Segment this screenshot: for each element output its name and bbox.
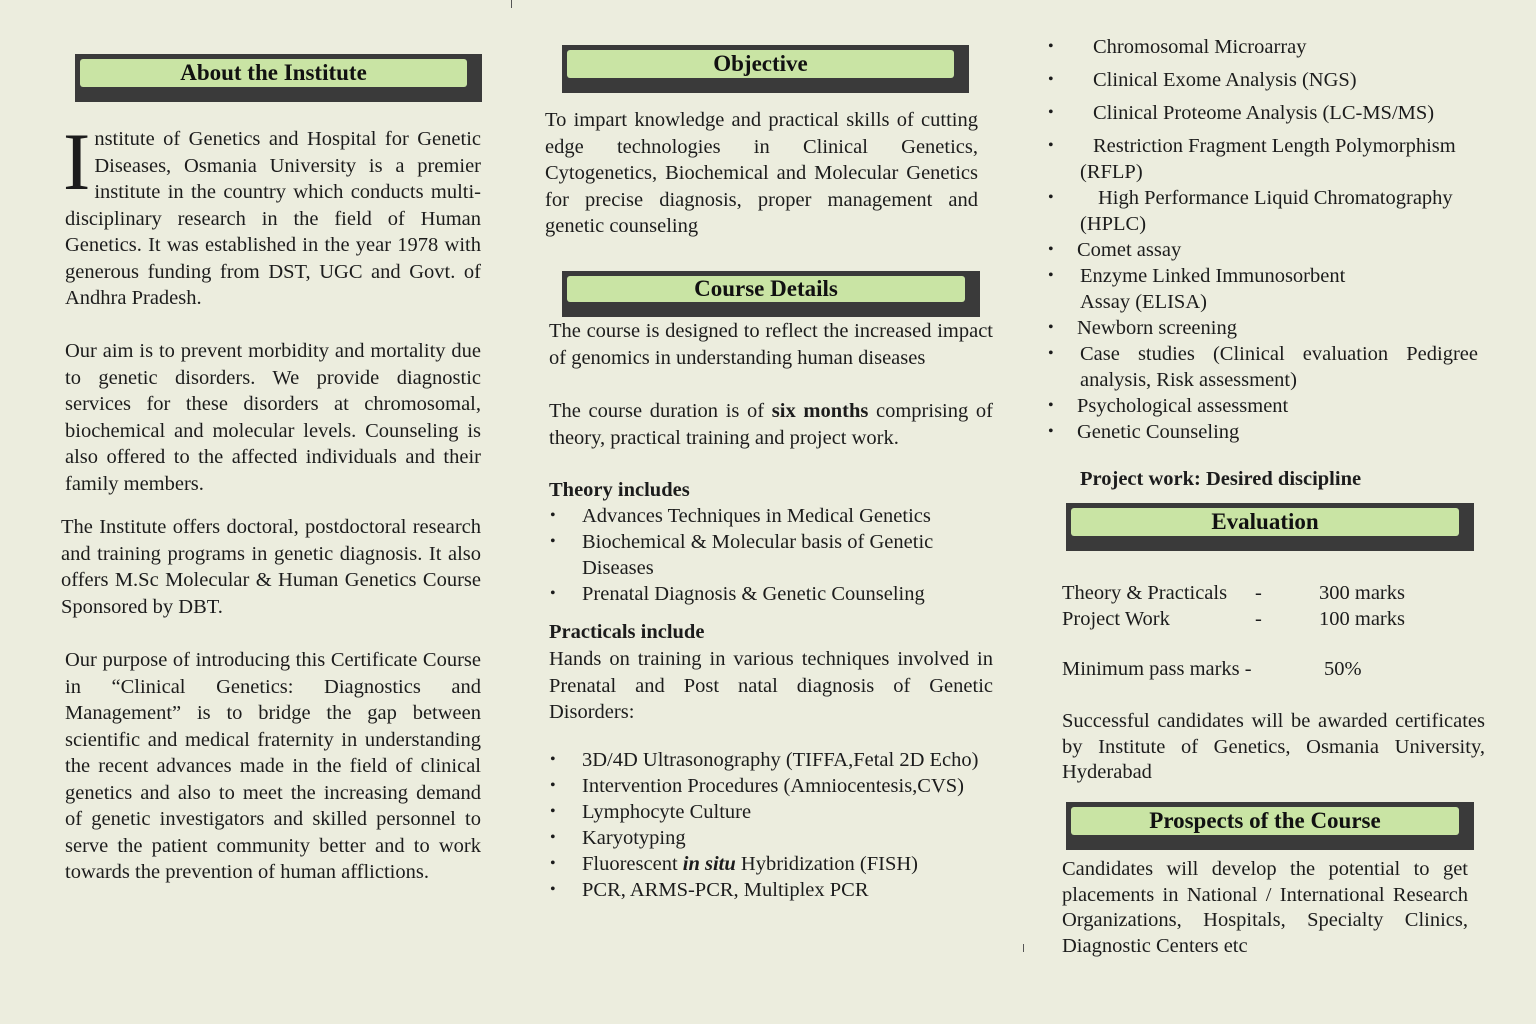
- crop-mark-top: [511, 0, 512, 8]
- list-item: • PCR, ARMS-PCR, Multiplex PCR: [550, 877, 990, 903]
- fish-bold: in situ: [682, 853, 736, 875]
- prospects-header-label: Prospects of the Course: [1071, 807, 1459, 835]
- evaluation-header-label: Evaluation: [1071, 508, 1459, 536]
- list-item: • Enzyme Linked Immunosorbent Assay (ELISA): [1048, 263, 1380, 315]
- list-item: • Chromosomal Microarray: [1048, 34, 1478, 60]
- drop-cap: I: [63, 116, 91, 207]
- fish-pre: Fluorescent: [582, 853, 683, 875]
- prospects-header: [1066, 802, 1474, 850]
- list-item: • Intervention Procedures (Amniocentesis,CVS): [550, 773, 990, 799]
- theory-list: [550, 503, 950, 607]
- list-item: • Case studies (Clinical evaluation Pedigree analysis, Risk assessment): [1048, 341, 1478, 393]
- list-item: • Advances Techniques in Medical Genetics: [550, 503, 950, 529]
- list-item: [1048, 133, 1478, 185]
- certificate-text: Successful candidates will be awarded certificates by Institute of Genetics, Osmania University, Hyderabad: [1062, 710, 1485, 783]
- eval-value: 100 marks: [1319, 608, 1405, 630]
- course-duration-post: comprising of theory, practical training and project work.: [549, 400, 993, 449]
- course-duration-pre: The course duration is of: [549, 400, 772, 422]
- course-duration-bold: six months: [771, 400, 869, 422]
- about-header: [75, 54, 482, 102]
- about-paragraph-3: The Institute offers doctoral, postdoctoral research and training programs in genetic diagnosis. It also offers M.Sc Molecular & Human Genetics Course Sponsored by DBT.: [61, 516, 481, 618]
- list-item: • Karyotyping: [550, 825, 990, 851]
- eval-row-project: [1062, 608, 1462, 631]
- objective-header-label: Objective: [567, 50, 954, 78]
- practicals-text: Hands on training in various techniques involved in Prenatal and Post natal diagnosis of Genetic Disorders:: [549, 648, 993, 723]
- list-item: • Psychological assessment: [1048, 393, 1478, 419]
- eval-label: Theory & Practicals: [1062, 582, 1228, 604]
- prospects-text: Candidates will develop the potential to get placements in National / International Research Organizations, Hospitals, Specialty Clinics, Diagnostic Centers etc: [1062, 858, 1468, 957]
- about-header-label: About the Institute: [80, 59, 467, 87]
- course-paragraph-1: The course is designed to reflect the increased impact of genomics in understanding human diseases: [549, 320, 993, 369]
- eval-dash: -: [1255, 582, 1262, 604]
- about-paragraph-4: Our purpose of introducing this Certificate Course in “Clinical Genetics: Diagnostics and Management” is to bridge the gap between scientific and medical fraternity in understanding the recent advances made in the field of clinical genetics and also to meet the increasing demand of genetic investigators and skilled personnel to serve the patient community better and to work towards the prevention of human afflictions.: [65, 649, 481, 883]
- course-details-header-label: Course Details: [567, 276, 965, 302]
- course-details-header: [562, 271, 980, 317]
- project-work: Project work: Desired discipline: [1080, 468, 1362, 490]
- hplc-text: • High Performance Liquid Chromatography (HPLC): [1080, 187, 1453, 235]
- eval-value: 300 marks: [1319, 582, 1405, 604]
- min-pass-label: Minimum pass marks -: [1062, 658, 1252, 680]
- list-item: • Prenatal Diagnosis & Genetic Counseling: [550, 581, 950, 607]
- rflp-text: • Restriction Fragment Length Polymorphism (RFLP): [1080, 135, 1456, 183]
- list-item: • 3D/4D Ultrasonography (TIFFA,Fetal 2D Echo): [550, 747, 990, 773]
- objective-text: To impart knowledge and practical skills of cutting edge technologies in Clinical Genetics, Cytogenetics, Biochemical and Molecular Genetics for precise diagnosis, proper management and genetic counseling: [545, 109, 978, 237]
- evaluation-header: [1066, 503, 1474, 551]
- theory-title: Theory includes: [549, 479, 690, 501]
- eval-row-theory: [1062, 582, 1462, 605]
- techniques-list: [1048, 34, 1478, 445]
- about-paragraph-2: Our aim is to prevent morbidity and mortality due to genetic disorders. We provide diagnostic services for these disorders at chromosomal, biochemical and molecular levels. Counseling is also offered to the affected individuals and their family members.: [65, 340, 481, 495]
- min-pass-value: 50%: [1324, 658, 1362, 680]
- practicals-list: [550, 747, 990, 903]
- about-paragraph-1: [63, 116, 481, 312]
- eval-row-minimum: [1062, 658, 1462, 681]
- practicals-title: Practicals include: [549, 621, 705, 643]
- list-item: [550, 851, 990, 877]
- list-item: • Clinical Exome Analysis (NGS): [1048, 67, 1478, 93]
- list-item: • Biochemical & Molecular basis of Genetic Diseases: [550, 529, 950, 581]
- eval-dash: -: [1255, 608, 1262, 630]
- about-paragraph-1-text: nstitute of Genetics and Hospital for Genetic Diseases, Osmania University is a premier institute in the country which conducts multi-disciplinary research in the field of Human Genetics. It was established in the year 1978 with generous funding from DST, UGC and Govt. of Andhra Pradesh.: [65, 128, 481, 309]
- list-item: • Clinical Proteome Analysis (LC-MS/MS): [1048, 100, 1478, 126]
- list-item: • Comet assay: [1048, 237, 1478, 263]
- list-item: • Lymphocyte Culture: [550, 799, 990, 825]
- eval-label: Project Work: [1062, 608, 1170, 630]
- list-item: • Newborn screening: [1048, 315, 1478, 341]
- fish-post: Hybridization (FISH): [735, 853, 918, 875]
- objective-header: [562, 45, 969, 93]
- list-item: [1048, 185, 1478, 237]
- list-item: • Genetic Counseling: [1048, 419, 1478, 445]
- crop-mark-bottom: [1023, 944, 1024, 952]
- course-paragraph-2: [549, 398, 993, 451]
